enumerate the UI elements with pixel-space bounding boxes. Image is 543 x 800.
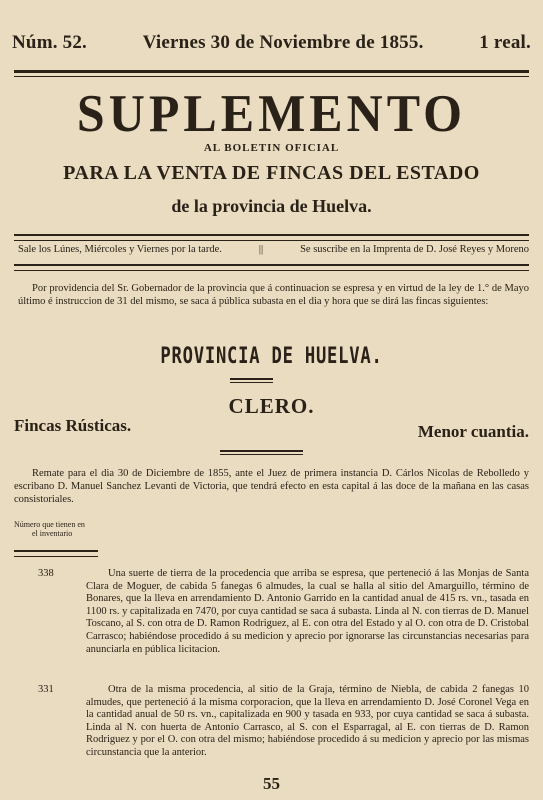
issue-date: Viernes 30 de Noviembre de 1855. [142, 32, 424, 53]
value-heading: Menor cuantia. [417, 422, 529, 441]
issue-number: Núm. 52. [12, 32, 87, 53]
subtitle-main: PARA LA VENTA DE FINCAS DEL ESTADO [63, 162, 480, 184]
subtitle-small: AL BOLETIN OFICIAL [203, 142, 340, 154]
masthead [12, 32, 531, 54]
publication-separator: || [258, 244, 264, 255]
province-rule-2 [230, 382, 273, 383]
section-heading: CLERO. [228, 394, 315, 418]
list-item [14, 684, 529, 760]
intro-paragraph: Por providencia del Sr. Gobernador de la provincia que á continuacion se espresa y en virtud de la ley de 1.° de Mayo último é instruccion de 31 del mismo, se saca á pública subasta en el dia y hora que se dirá las fincas siguientes: [18, 283, 529, 307]
publication-rule-top [14, 234, 529, 241]
publication-subscription: Se suscribe en la Imprenta de D. José Reyes y Moreno [300, 244, 529, 255]
subtitle-province: de la provincia de Huelva. [171, 196, 372, 216]
publication-info [18, 244, 529, 255]
number-column-header [14, 520, 85, 538]
entry-text: Otra de la misma procedencia, al sitio de la Graja, término de Niebla, de cabida 2 fanegas 10 almudes, que perteneció á la misma corporacion, que la lleva en arrendamiento D. José Coronel Vega en la cantidad anual de 50 rs. vn., capitalizada en 900 y tasada en 933, por cuya cantidad se saca á subasta. Linda al N. con huerta de Antonio Carrasco, al S. con el Esparragal, al E. con tierras de D. Ramon Rodriguez y por el O. con otra del mismo; habiéndose procedido á su medicion y aprecio por las mismas circunstancia que la anterior. [86, 684, 529, 758]
province-heading: PROVINCIA DE HUELVA. [160, 344, 383, 369]
publication-rule-bottom [14, 264, 529, 271]
entry-number: 331 [38, 684, 54, 695]
number-column-rule [14, 550, 98, 557]
province-rule-1 [230, 378, 273, 380]
page-number: 55 [263, 774, 280, 793]
list-item [14, 568, 529, 656]
issue-price: 1 real. [479, 32, 531, 53]
number-column-header-line1: Número que tienen en [14, 520, 85, 529]
masthead-rule-thick [14, 70, 529, 73]
entry-number: 338 [38, 568, 54, 579]
publication-schedule: Sale los Lúnes, Miércoles y Viernes por la tarde. [18, 244, 222, 255]
section-rule-2 [220, 454, 303, 455]
section-rule-1 [220, 450, 303, 452]
entry-text: Una suerte de tierra de la procedencia que arriba se espresa, que perteneció á las Monjas de Santa Clara de Moguer, de cabida 5 fanegas 6 almudes, la cual se halla al sitio del Amarguillo, término de Bonares, que la lleva en arrendamiento D. Antonio Garrido en la cantidad anual de 415 rs. vn., tasada en 1100 rs. y capitalizada en 7470, por cuya cantidad se saca á subasta. Linda al N. con tierras de D. Manuel Toscano, al S. con otra de D. Ramon Rodriguez, al E. con otra del Estado y al O. con otra de D. Cristobal Carrasco; habiéndose procedido á su medicion y aprecio por ignorarse las circunstancias necesarias para anunciarla en pública licitacion. [86, 568, 529, 655]
auction-paragraph: Remate para el dia 30 de Diciembre de 1855, ante el Juez de primera instancia D. Cárlos Nicolas de Rebolledo y escribano D. Manuel Sanchez Levanti de Victoria, que tendrá efecto en esta capital á las doce de la mañana en las casas consistoriales. [14, 468, 529, 505]
category-heading: Fincas Rústicas. [14, 416, 132, 435]
page-title: SUPLEMENTO [76, 83, 467, 143]
number-column-header-line2: el inventario [32, 529, 73, 538]
masthead-rule-thin [14, 76, 529, 77]
